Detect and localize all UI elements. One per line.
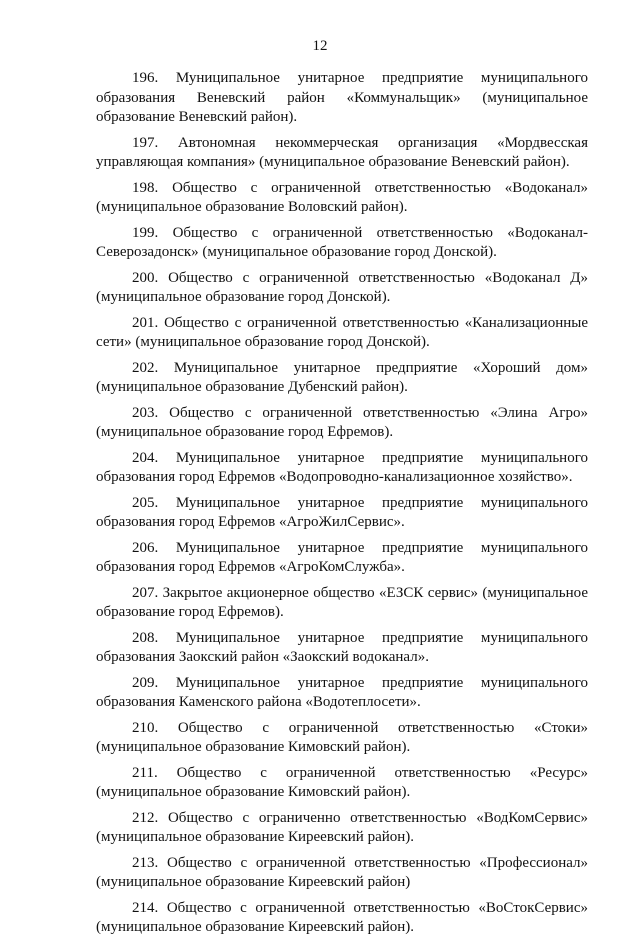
page-number: 12 — [312, 38, 328, 54]
organization-list — [96, 69, 588, 944]
list-item-213: 213. Общество с ограниченной ответственностью «Профессионал» (муниципальное образование Киреевский район) — [96, 854, 588, 890]
list-item-208: 208. Муниципальное унитарное предприятие муниципального образования Заокский район «Заокский водоканал». — [96, 629, 588, 665]
list-item-199: 199. Общество с ограниченной ответственностью «Водоканал-Северозадонск» (муниципальное образование город Донской). — [96, 224, 588, 260]
list-item-210: 210. Общество с ограниченной ответственностью «Стоки» (муниципальное образование Кимовский район). — [96, 719, 588, 755]
list-item-201: 201. Общество с ограниченной ответственностью «Канализационные сети» (муниципальное образование город Донской). — [96, 314, 588, 350]
list-item-209: 209. Муниципальное унитарное предприятие муниципального образования Каменского района «Водотеплосети». — [96, 674, 588, 710]
list-item-196: 196. Муниципальное унитарное предприятие муниципального образования Веневский район «Коммунальщик» (муниципальное образование Веневский район). — [96, 70, 588, 125]
list-item-198: 198. Общество с ограниченной ответственностью «Водоканал» (муниципальное образование Воловский район). — [96, 179, 588, 215]
list-item-203: 203. Общество с ограниченной ответственностью «Элина Агро» (муниципальное образование город Ефремов). — [96, 404, 588, 440]
list-item-197: 197. Автономная некоммерческая организация «Мордвесская управляющая компания» (муниципальное образование Веневский район). — [96, 134, 588, 170]
list-item-212: 212. Общество с ограниченно ответственностью «ВодКомСервис» (муниципальное образование Киреевский район). — [96, 809, 588, 845]
list-item-204: 204. Муниципальное унитарное предприятие муниципального образования город Ефремов «Водопроводно-канализационное хозяйство». — [96, 449, 588, 485]
list-item-214: 214. Общество с ограниченной ответственностью «ВоСтокСервис» (муниципальное образование Киреевский район). — [96, 899, 588, 935]
list-item-211: 211. Общество с ограниченной ответственностью «Ресурс» (муниципальное образование Кимовский район). — [96, 764, 588, 800]
list-item-207: 207. Закрытое акционерное общество «ЕЗСК сервис» (муниципальное образование город Ефремов). — [96, 584, 588, 620]
list-item-205: 205. Муниципальное унитарное предприятие муниципального образования город Ефремов «АгроЖилСервис». — [96, 494, 588, 530]
list-item-200: 200. Общество с ограниченной ответственностью «Водоканал Д» (муниципальное образование город Донской). — [96, 269, 588, 305]
list-item-206: 206. Муниципальное унитарное предприятие муниципального образования город Ефремов «АгроКомСлужба». — [96, 539, 588, 575]
list-item-202: 202. Муниципальное унитарное предприятие «Хороший дом» (муниципальное образование Дубенский район). — [96, 359, 588, 395]
